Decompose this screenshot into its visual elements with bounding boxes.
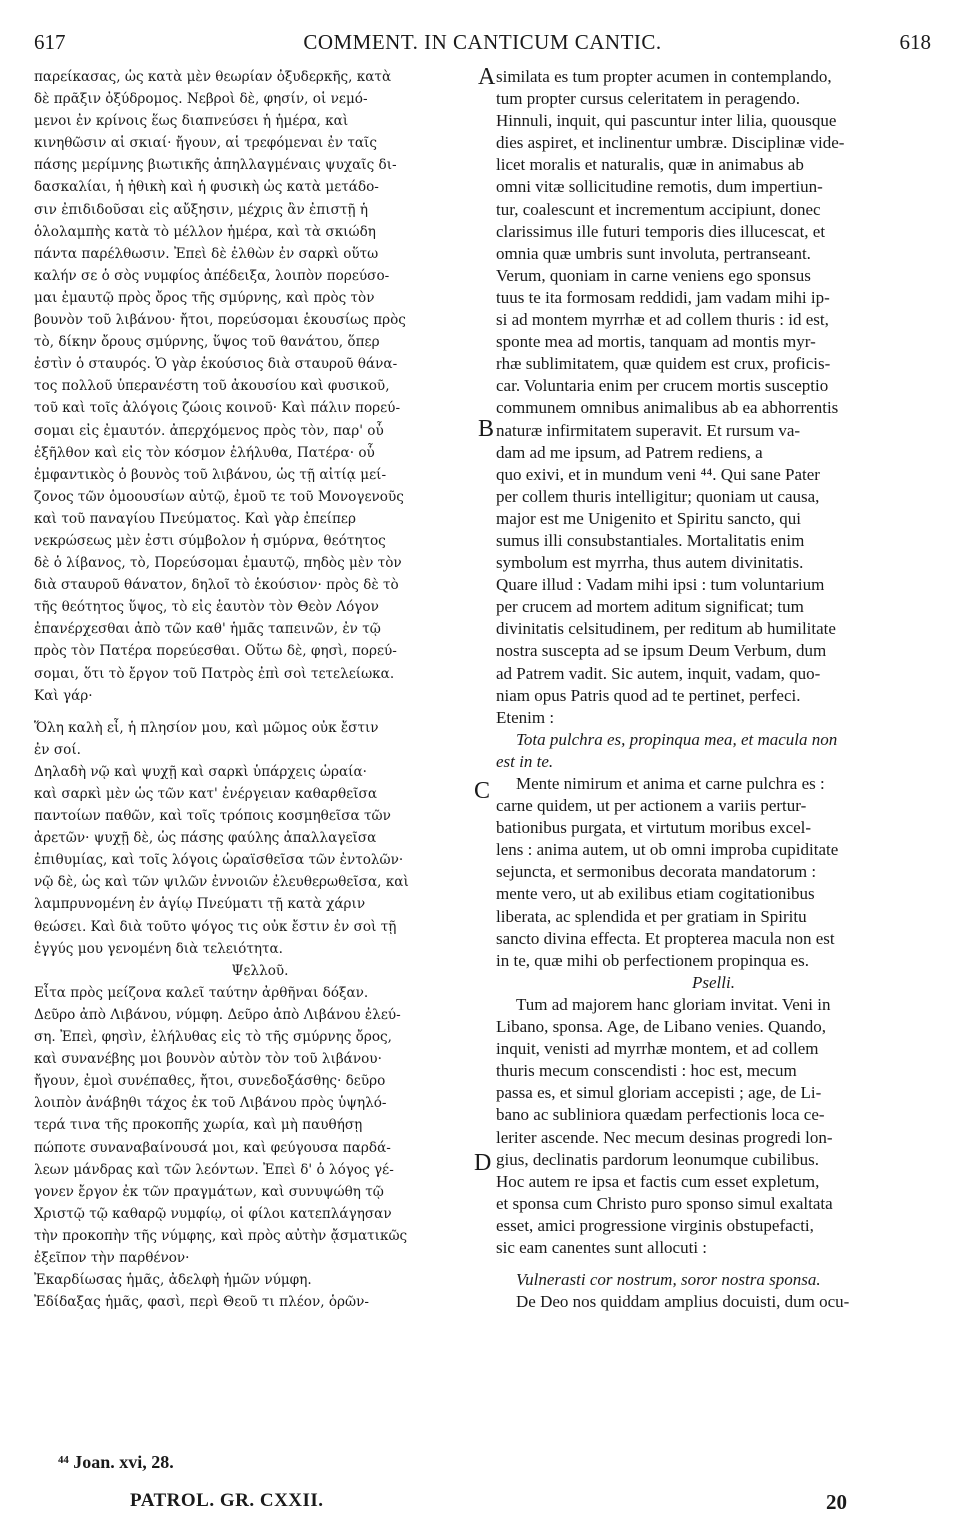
text-line: Verum, quoniam in carne veniens ego sponsus — [496, 265, 811, 285]
text-line: κινηθῶσιν αἱ σκιαί· ἤγουν, αἱ τρεφόμεναι ἐν ταῖς — [34, 135, 377, 152]
text-line: Εἶτα πρὸς μείζονα καλεῖ ταύτην ἀρθῆναι δόξαν. — [34, 984, 369, 1001]
text-line: Etenim : — [496, 707, 555, 727]
page-number-left: 617 — [34, 30, 66, 54]
running-header — [34, 30, 931, 60]
section-marker-c: C — [474, 778, 491, 804]
text-line: νῷ δὲ, ὡς καὶ τῶν ψιλῶν ἐννοιῶν ἐλευθερωθεῖσα, καὶ — [34, 874, 409, 891]
text-line: in te, quæ mihi ob perfectionem propinqua es. — [496, 950, 810, 970]
text-line: λεων μάνδρας καὶ τῶν λεόντων. Ἐπεὶ δ' ὁ λόγος γέ- — [34, 1161, 394, 1178]
text-line: communem omnibus animalibus ab ea abhorrentis — [496, 398, 839, 418]
text-line: leriter ascende. Nec mecum desinas progredi lon- — [496, 1127, 833, 1147]
greek-column — [34, 66, 486, 1313]
text-line: τερά τινα τῆς προκοπῆς χωρία, καὶ μὴ παυθήσῃ — [34, 1117, 363, 1134]
text-line: Hoc autem re ipsa et factis cum esset expletum, — [496, 1171, 820, 1191]
page-number-right: 618 — [899, 30, 931, 54]
text-line: De Deo nos quiddam amplius docuisti, dum ocu- — [516, 1292, 850, 1312]
text-line: ὁλολαμπὴς κατὰ τὸ μέλλον ἡμέρα, καὶ τὰ σκιώδη — [34, 223, 376, 240]
text-line: ἐστὶν ὁ σταυρός. Ὁ γὰρ ἑκούσιος διὰ σταυροῦ θάνα- — [34, 356, 398, 373]
text-line: si ad montem myrrhæ et ad collem thuris : id est, — [496, 310, 829, 330]
text-line: carne quidem, ut per actionem a variis pertur- — [496, 796, 807, 816]
text-line: πρὸς τὸν Πατέρα πορεύεσθαι. Οὕτω δὲ, φησὶ, πορεύ- — [34, 643, 397, 660]
text-line: gius, declinatis pardorum leonumque cubilibus. — [496, 1149, 819, 1169]
text-line: clarissimus ille futuri temporis dies illucescat, et — [496, 221, 826, 241]
section-heading: Pselli. — [692, 972, 735, 992]
text-line: esset, amici progressione virginis obstupefacti, — [496, 1215, 814, 1235]
text-line: δὲ πρᾶξιν ὀξύδρομος. Νεβροὶ δὲ, φησίν, οἱ νεμό- — [34, 91, 368, 108]
text-line: καὶ σαρκὶ μὲν ὡς τῶν κατ' ἐνέργειαν καθαρθεῖσα — [34, 786, 378, 802]
signature-number: 20 — [826, 1490, 847, 1514]
section-marker-b: B — [478, 416, 495, 442]
text-line: mente vero, ut ab exilibus etiam cogitationibus — [496, 884, 815, 904]
text-line: car. Voluntaria enim per crucem mortis susceptio — [496, 376, 829, 396]
running-title: COMMENT. IN CANTICUM CANTIC. — [303, 30, 662, 54]
text-line: sumus illi consubstantiales. Mortalitatis enim — [496, 530, 805, 550]
text-line: σομαι, ὅτι τὸ ἔργον τοῦ Πατρὸς ἐπὶ σοὶ τετελείωκα. — [34, 665, 395, 682]
text-line: τος πολλοῦ ὑπερανέστη τοῦ ἀκουσίου καὶ φυσικοῦ, — [34, 378, 390, 395]
text-line: passa es, et simul gloriam accepisti ; age, de Li- — [496, 1083, 822, 1103]
text-line: sancto divina effecta. Et propterea macula non est — [496, 928, 835, 948]
text-line: παρείκασας, ὡς κατὰ μὲν θεωρίαν ὀξυδερκῆς, κατὰ — [34, 69, 392, 85]
section-marker-d: D — [474, 1150, 492, 1176]
section-marker-a: A — [478, 64, 496, 90]
text-line: Ἐκαρδίωσας ἡμᾶς, ἀδελφὴ ἡμῶν νύμφη. — [34, 1272, 312, 1289]
section-heading: Ψελλοῦ. — [231, 962, 289, 979]
text-line: ζονος τῶν ὁμοουσίων αὐτῷ, ἐμοῦ τε τοῦ Μονογενοῦς — [34, 488, 404, 505]
text-line: ad Patrem vadit. Sic autem, inquit, vadam, quo- — [496, 663, 821, 683]
text-line: σομαι εἰς ἐμαυτόν. ἀπερχόμενος πρὸς τὸν, παρ' οὗ — [34, 422, 384, 439]
text-line: ἤγουν, ἐμοὶ συνέπαθες, ἤτοι, συνεδοξάσθης· δεῦρο — [34, 1073, 386, 1090]
text-line: ἐν σοί. — [34, 741, 81, 758]
text-line: ση. Ἐπεὶ, φησὶν, ἐλήλυθας εἰς τὸ τῆς σμύρνης ὄρος, — [34, 1029, 392, 1046]
text-line: sponte mea ad mortis, tanquam ad montis myr- — [496, 332, 816, 352]
text-line: nostra suscepta ad se ipsum Deum Verbum, dum — [496, 641, 827, 661]
text-line: et sponsa cum Christo puro sponso simul exaltata — [496, 1193, 833, 1213]
text-line: rhæ sublimitatem, quæ quidem est crux, proficis- — [496, 354, 831, 374]
text-line: Tum ad majorem hanc gloriam invitat. Veni in — [516, 994, 831, 1014]
text-line: Δεῦρο ἀπὸ Λιβάνου, νύμφη. Δεῦρο ἀπὸ Λιβάνου ἐλεύ- — [34, 1006, 401, 1023]
text-line: διὰ σταυροῦ θάνατον, δηλοῖ τὸ ἑκούσιον· πρὸς δὲ τὸ — [34, 577, 399, 594]
text-line: dam ad me ipsum, ad Patrem rediens, a — [496, 442, 763, 462]
text-line: δασκαλίαι, ἡ ἠθικὴ καὶ ἡ φυσικὴ ὡς κατὰ μετάδο- — [34, 179, 379, 196]
text-line: Ὅλη καλὴ εἶ, ἡ πλησίον μου, καὶ μῶμος οὐκ ἔστιν — [34, 719, 379, 736]
text-line: divinitatis celsitudinem, per reditum ab humilitate — [496, 619, 836, 639]
text-line: Tota pulchra es, propinqua mea, et macula non — [516, 729, 838, 749]
text-line: ἐγγύς μου γενομένη διὰ τελειότητα. — [34, 940, 284, 957]
text-line: ἐξεῖπον τὴν παρθένον· — [34, 1249, 190, 1266]
text-line: bationibus purgata, et virtutum moribus excel- — [496, 818, 812, 838]
text-line: niam opus Patris quod ad te pertinet, perfeci. — [496, 685, 801, 705]
text-line: major est me Unigenito et Spiritu sancto, qui — [496, 508, 802, 528]
text-line: Χριστῷ τῷ καθαρῷ νυμφίῳ, οἱ φίλοι κατεπλάγησαν — [34, 1205, 392, 1222]
latin-column — [496, 66, 931, 1313]
text-line: ἀρετῶν· ψυχῇ δὲ, ὡς πάσης φαύλης ἀπαλλαγεῖσα — [34, 830, 377, 847]
text-line: τὴν προκοπὴν τῆς νύμφης, καὶ πρὸς αὐτὴν ᾄσματικῶς — [34, 1227, 408, 1244]
text-line: καὶ συνανέβης μοι βουνὸν αὐτὸν τὸν τοῦ λιβάνου· — [34, 1051, 382, 1068]
text-line: μαι ἐμαυτῷ πρὸς ὄρος τῆς σμύρνης, καὶ πρὸς τὸν — [34, 289, 375, 306]
text-line: ἐμφαντικὸς ὁ βουνὸς τοῦ λιβάνου, ὡς τῇ αἰτίᾳ μεί- — [34, 466, 387, 483]
text-line: καλήν σε ὁ σὸς νυμφίος ἀπέδειξα, λοιπὸν πορεύσο- — [34, 267, 390, 284]
text-line: Δηλαδὴ νῷ καὶ ψυχῇ καὶ σαρκὶ ὑπάρχεις ὡραία· — [34, 763, 367, 780]
text-line: λοιπὸν ἀνάβηθι τάχος ἐκ τοῦ Λιβάνου πρὸς ὑψηλό- — [34, 1095, 387, 1112]
text-line: νεκρώσεως μὲν ἐστι σύμβολον ἡ σμύρνα, θεότητος — [34, 532, 386, 549]
text-line: similata es tum propter acumen in contemplando, — [496, 67, 832, 86]
text-line: λαμπρυνομένη ἐν ἁγίῳ Πνεύματι τῇ κατὰ χάριν — [34, 896, 366, 913]
footnote: ⁴⁴ Joan. xvi, 28. — [58, 1452, 174, 1472]
text-line: παντοίων παθῶν, καὶ τοῖς τρόποις κοσμηθεῖσα τῶν — [34, 808, 391, 825]
text-line: Hinnuli, inquit, qui pascuntur inter lilia, quousque — [496, 111, 837, 131]
text-line: thuris mecum conscendisti : hoc est, mecum — [496, 1061, 797, 1081]
paragraph-gap — [496, 1259, 931, 1269]
text-line: τῆς θεότητος ὕψος, τὸ εἰς ἑαυτὸν τὸν Θεὸν Λόγον — [34, 599, 379, 616]
text-line: τὸ, δίκην ὄρους σμύρνης, ὕψος τοῦ θανάτου, ὅπερ — [34, 334, 380, 351]
text-line: liberata, ac splendida et per gratiam in Spiritu — [496, 906, 807, 926]
series-signature: PATROL. GR. CXXII. — [130, 1490, 324, 1511]
text-line: βουνὸν τοῦ λιβάνου· ἤτοι, πορεύσομαι ἑκουσίως πρὸς — [34, 312, 406, 329]
text-line: omnia quæ umbris sunt involuta, pertranseant. — [496, 243, 811, 263]
text-line: καὶ τοῦ παναγίου Πνεύματος. Καὶ γὰρ ἐπείπερ — [34, 510, 356, 527]
text-line: Mente nimirum et anima et carne pulchra es : — [516, 774, 825, 793]
text-line: dies aspiret, et inclinentur umbræ. Disciplinæ vide- — [496, 133, 845, 153]
text-line: tum propter cursus celeritatem in peragendo. — [496, 89, 800, 109]
text-line: πάντα παρέλθωσιν. Ἐπεὶ δὲ ἐλθὼν ἐν σαρκὶ οὕτω — [34, 245, 379, 262]
text-line: μενοι ἐν κρίνοις ἕως διαπνεύσει ἡ ἡμέρα, καὶ — [34, 113, 349, 130]
text-line: πάσης μερίμνης βιωτικῆς ἀπηλλαγμέναις ψυχαῖς δι- — [34, 157, 397, 174]
text-line: quo exivi, et in mundum veni ⁴⁴. Qui sane Pater — [496, 464, 820, 484]
text-line: sic eam canentes sunt allocuti : — [496, 1237, 708, 1257]
text-line: sejuncta, et sermonibus decorata mandatorum : — [496, 862, 817, 882]
text-line: est in te. — [496, 751, 554, 771]
text-line: tur, coalescunt et incrementum accipiunt, donec — [496, 199, 821, 219]
text-line: δὲ ὁ λίβανος, τὸ, Πορεύσομαι ἐμαυτῷ, πηδὸς μὲν τὸν — [34, 555, 402, 572]
text-line: Libano, sponsa. Age, de Libano venies. Quando, — [496, 1017, 827, 1037]
text-line: σιν ἐπιδιδοῦσαι εἰς αὔξησιν, μέχρις ἂν ἐπιστῇ ἡ — [34, 201, 369, 218]
text-line: γονεν ἔργον ἐκ τῶν πραγμάτων, καὶ συνυψώθη τῷ — [34, 1183, 384, 1200]
text-line: naturæ infirmitatem superavit. Et rursum va- — [496, 420, 801, 440]
text-line: ἐξῆλθον καὶ εἰς τὸν κόσμον ἐλήλυθα, Πατέρα· οὗ — [34, 444, 375, 461]
text-line: omni vitæ sollicitudine remotis, dum impertiun- — [496, 177, 823, 197]
text-line: πώποτε συναναβαίνουσά μοι, καὶ φεύγουσα παρδά- — [34, 1139, 391, 1156]
text-line: per crucem ad mortem aditum significat; tum — [496, 597, 804, 617]
text-line: τοῦ καὶ τοῖς ἀλόγοις ζώοις κοινοῦ· Καὶ πάλιν πορεύ- — [34, 400, 401, 417]
text-line: Quare illud : Vadam mihi ipsi : tum voluntarium — [496, 575, 825, 595]
text-line: licet moralis et naturalis, quæ in animabus ab — [496, 155, 804, 175]
text-line: inquit, venisti ad myrrhæ montem, et ad collem — [496, 1039, 819, 1059]
text-line: Ἐδίδαξας ἡμᾶς, φασὶ, περὶ Θεοῦ τι πλέον, ὁρῶν- — [34, 1294, 369, 1311]
text-line: Vulnerasti cor nostrum, soror nostra sponsa. — [516, 1270, 821, 1290]
text-line: Καὶ γάρ· — [34, 687, 93, 704]
text-line: lens : anima autem, ut ob omni improba cupiditate — [496, 840, 839, 860]
text-line: symbolum est myrrha, thus autem divinitatis. — [496, 553, 804, 573]
paragraph-gap — [34, 707, 486, 717]
text-line: per collem thuris intelligitur; quoniam ut causa, — [496, 486, 820, 506]
text-line: θεώσει. Καὶ διὰ τοῦτο ψόγος τις οὐκ ἔστιν ἐν σοὶ τῇ — [34, 918, 397, 935]
text-line: ἐπιθυμίας, καὶ τοῖς λόγοις ὡραϊσθεῖσα τῶν ἐντολῶν· — [34, 852, 404, 869]
text-line: tuus te ita formosam reddidi, jam vadam mihi ip- — [496, 287, 830, 307]
text-line: ἐπανέρχεσθαι ἀπὸ τῶν καθ' ἡμᾶς ταπεινῶν, ἐν τῷ — [34, 621, 381, 638]
text-line: bano ac subliniora quædam perfectionis loca ce- — [496, 1105, 825, 1125]
